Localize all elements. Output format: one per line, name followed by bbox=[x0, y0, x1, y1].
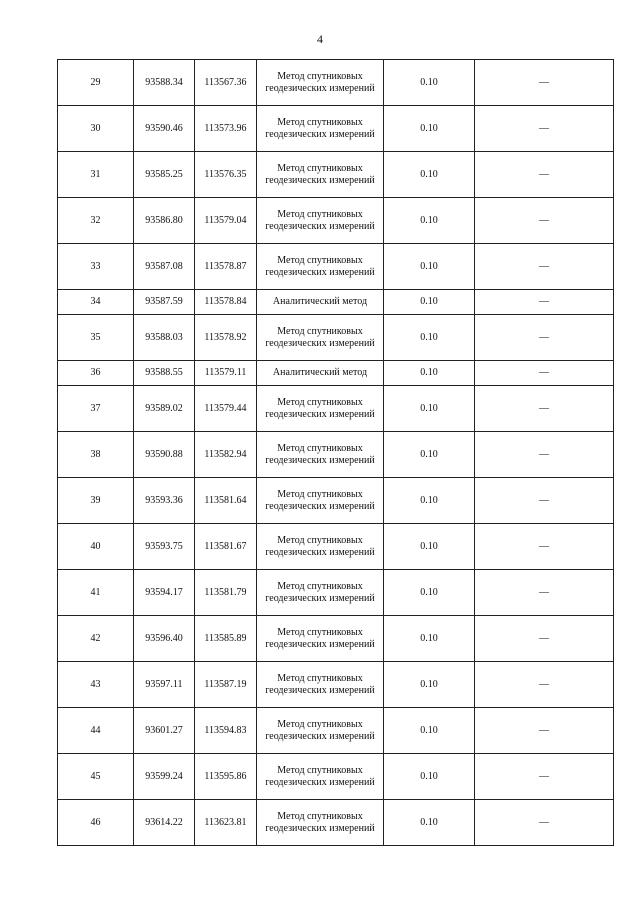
method-cell: Метод спутниковых геодезических измерений bbox=[257, 708, 384, 754]
description-cell: — bbox=[475, 754, 614, 800]
point-number-cell: 36 bbox=[58, 361, 134, 386]
method-cell: Метод спутниковых геодезических измерений bbox=[257, 570, 384, 616]
description-cell: — bbox=[475, 198, 614, 244]
x-coordinate-cell: 93596.40 bbox=[134, 616, 195, 662]
accuracy-cell: 0.10 bbox=[384, 198, 475, 244]
x-coordinate-cell: 93589.02 bbox=[134, 386, 195, 432]
y-coordinate-cell: 113578.92 bbox=[195, 315, 257, 361]
description-cell: — bbox=[475, 662, 614, 708]
y-coordinate-cell: 113594.83 bbox=[195, 708, 257, 754]
accuracy-cell: 0.10 bbox=[384, 244, 475, 290]
table-row bbox=[58, 106, 614, 152]
accuracy-cell: 0.10 bbox=[384, 616, 475, 662]
description-cell: — bbox=[475, 800, 614, 846]
table-row bbox=[58, 386, 614, 432]
x-coordinate-cell: 93593.75 bbox=[134, 524, 195, 570]
table-row bbox=[58, 432, 614, 478]
table-row bbox=[58, 754, 614, 800]
x-coordinate-cell: 93590.46 bbox=[134, 106, 195, 152]
accuracy-cell: 0.10 bbox=[384, 60, 475, 106]
y-coordinate-cell: 113579.44 bbox=[195, 386, 257, 432]
method-cell: Метод спутниковых геодезических измерений bbox=[257, 106, 384, 152]
accuracy-cell: 0.10 bbox=[384, 662, 475, 708]
y-coordinate-cell: 113578.87 bbox=[195, 244, 257, 290]
table-row bbox=[58, 616, 614, 662]
point-number-cell: 33 bbox=[58, 244, 134, 290]
method-cell: Метод спутниковых геодезических измерений bbox=[257, 60, 384, 106]
x-coordinate-cell: 93593.36 bbox=[134, 478, 195, 524]
method-cell: Метод спутниковых геодезических измерений bbox=[257, 524, 384, 570]
point-number-cell: 30 bbox=[58, 106, 134, 152]
y-coordinate-cell: 113581.64 bbox=[195, 478, 257, 524]
point-number-cell: 46 bbox=[58, 800, 134, 846]
point-number-cell: 32 bbox=[58, 198, 134, 244]
description-cell: — bbox=[475, 386, 614, 432]
y-coordinate-cell: 113582.94 bbox=[195, 432, 257, 478]
y-coordinate-cell: 113581.67 bbox=[195, 524, 257, 570]
y-coordinate-cell: 113581.79 bbox=[195, 570, 257, 616]
accuracy-cell: 0.10 bbox=[384, 708, 475, 754]
y-coordinate-cell: 113587.19 bbox=[195, 662, 257, 708]
description-cell: — bbox=[475, 524, 614, 570]
table-row bbox=[58, 662, 614, 708]
point-number-cell: 42 bbox=[58, 616, 134, 662]
description-cell: — bbox=[475, 290, 614, 315]
accuracy-cell: 0.10 bbox=[384, 315, 475, 361]
description-cell: — bbox=[475, 60, 614, 106]
x-coordinate-cell: 93588.55 bbox=[134, 361, 195, 386]
x-coordinate-cell: 93585.25 bbox=[134, 152, 195, 198]
point-number-cell: 37 bbox=[58, 386, 134, 432]
point-number-cell: 43 bbox=[58, 662, 134, 708]
table-row bbox=[58, 524, 614, 570]
table-row bbox=[58, 198, 614, 244]
point-number-cell: 40 bbox=[58, 524, 134, 570]
accuracy-cell: 0.10 bbox=[384, 106, 475, 152]
x-coordinate-cell: 93599.24 bbox=[134, 754, 195, 800]
x-coordinate-cell: 93590.88 bbox=[134, 432, 195, 478]
x-coordinate-cell: 93587.59 bbox=[134, 290, 195, 315]
point-number-cell: 41 bbox=[58, 570, 134, 616]
x-coordinate-cell: 93587.08 bbox=[134, 244, 195, 290]
accuracy-cell: 0.10 bbox=[384, 386, 475, 432]
y-coordinate-cell: 113567.36 bbox=[195, 60, 257, 106]
x-coordinate-cell: 93588.34 bbox=[134, 60, 195, 106]
method-cell: Метод спутниковых геодезических измерений bbox=[257, 152, 384, 198]
method-cell: Метод спутниковых геодезических измерений bbox=[257, 432, 384, 478]
accuracy-cell: 0.10 bbox=[384, 290, 475, 315]
method-cell: Метод спутниковых геодезических измерений bbox=[257, 478, 384, 524]
table-row bbox=[58, 244, 614, 290]
point-number-cell: 39 bbox=[58, 478, 134, 524]
point-number-cell: 31 bbox=[58, 152, 134, 198]
accuracy-cell: 0.10 bbox=[384, 524, 475, 570]
point-number-cell: 35 bbox=[58, 315, 134, 361]
x-coordinate-cell: 93588.03 bbox=[134, 315, 195, 361]
table-row bbox=[58, 315, 614, 361]
method-cell: Метод спутниковых геодезических измерений bbox=[257, 800, 384, 846]
accuracy-cell: 0.10 bbox=[384, 570, 475, 616]
y-coordinate-cell: 113573.96 bbox=[195, 106, 257, 152]
table-row bbox=[58, 708, 614, 754]
description-cell: — bbox=[475, 432, 614, 478]
table-body bbox=[58, 60, 614, 846]
y-coordinate-cell: 113595.86 bbox=[195, 754, 257, 800]
method-cell: Метод спутниковых геодезических измерений bbox=[257, 244, 384, 290]
coordinates-table bbox=[57, 59, 614, 846]
x-coordinate-cell: 93601.27 bbox=[134, 708, 195, 754]
description-cell: — bbox=[475, 106, 614, 152]
description-cell: — bbox=[475, 616, 614, 662]
y-coordinate-cell: 113579.11 bbox=[195, 361, 257, 386]
y-coordinate-cell: 113579.04 bbox=[195, 198, 257, 244]
method-cell: Метод спутниковых геодезических измерений bbox=[257, 662, 384, 708]
method-cell: Аналитический метод bbox=[257, 290, 384, 315]
table-row bbox=[58, 478, 614, 524]
x-coordinate-cell: 93597.11 bbox=[134, 662, 195, 708]
y-coordinate-cell: 113576.35 bbox=[195, 152, 257, 198]
point-number-cell: 34 bbox=[58, 290, 134, 315]
point-number-cell: 44 bbox=[58, 708, 134, 754]
accuracy-cell: 0.10 bbox=[384, 800, 475, 846]
y-coordinate-cell: 113585.89 bbox=[195, 616, 257, 662]
description-cell: — bbox=[475, 244, 614, 290]
y-coordinate-cell: 113623.81 bbox=[195, 800, 257, 846]
method-cell: Метод спутниковых геодезических измерений bbox=[257, 616, 384, 662]
point-number-cell: 38 bbox=[58, 432, 134, 478]
accuracy-cell: 0.10 bbox=[384, 152, 475, 198]
accuracy-cell: 0.10 bbox=[384, 361, 475, 386]
table-row bbox=[58, 60, 614, 106]
table-row bbox=[58, 290, 614, 315]
accuracy-cell: 0.10 bbox=[384, 754, 475, 800]
y-coordinate-cell: 113578.84 bbox=[195, 290, 257, 315]
accuracy-cell: 0.10 bbox=[384, 478, 475, 524]
description-cell: — bbox=[475, 315, 614, 361]
description-cell: — bbox=[475, 708, 614, 754]
point-number-cell: 29 bbox=[58, 60, 134, 106]
description-cell: — bbox=[475, 361, 614, 386]
table-row bbox=[58, 800, 614, 846]
x-coordinate-cell: 93614.22 bbox=[134, 800, 195, 846]
page-number: 4 bbox=[317, 32, 323, 46]
method-cell: Метод спутниковых геодезических измерений bbox=[257, 386, 384, 432]
description-cell: — bbox=[475, 570, 614, 616]
table-row bbox=[58, 152, 614, 198]
method-cell: Метод спутниковых геодезических измерений bbox=[257, 315, 384, 361]
point-number-cell: 45 bbox=[58, 754, 134, 800]
accuracy-cell: 0.10 bbox=[384, 432, 475, 478]
method-cell: Аналитический метод bbox=[257, 361, 384, 386]
method-cell: Метод спутниковых геодезических измерений bbox=[257, 754, 384, 800]
description-cell: — bbox=[475, 478, 614, 524]
x-coordinate-cell: 93586.80 bbox=[134, 198, 195, 244]
table-row bbox=[58, 361, 614, 386]
x-coordinate-cell: 93594.17 bbox=[134, 570, 195, 616]
method-cell: Метод спутниковых геодезических измерений bbox=[257, 198, 384, 244]
description-cell: — bbox=[475, 152, 614, 198]
table-row bbox=[58, 570, 614, 616]
